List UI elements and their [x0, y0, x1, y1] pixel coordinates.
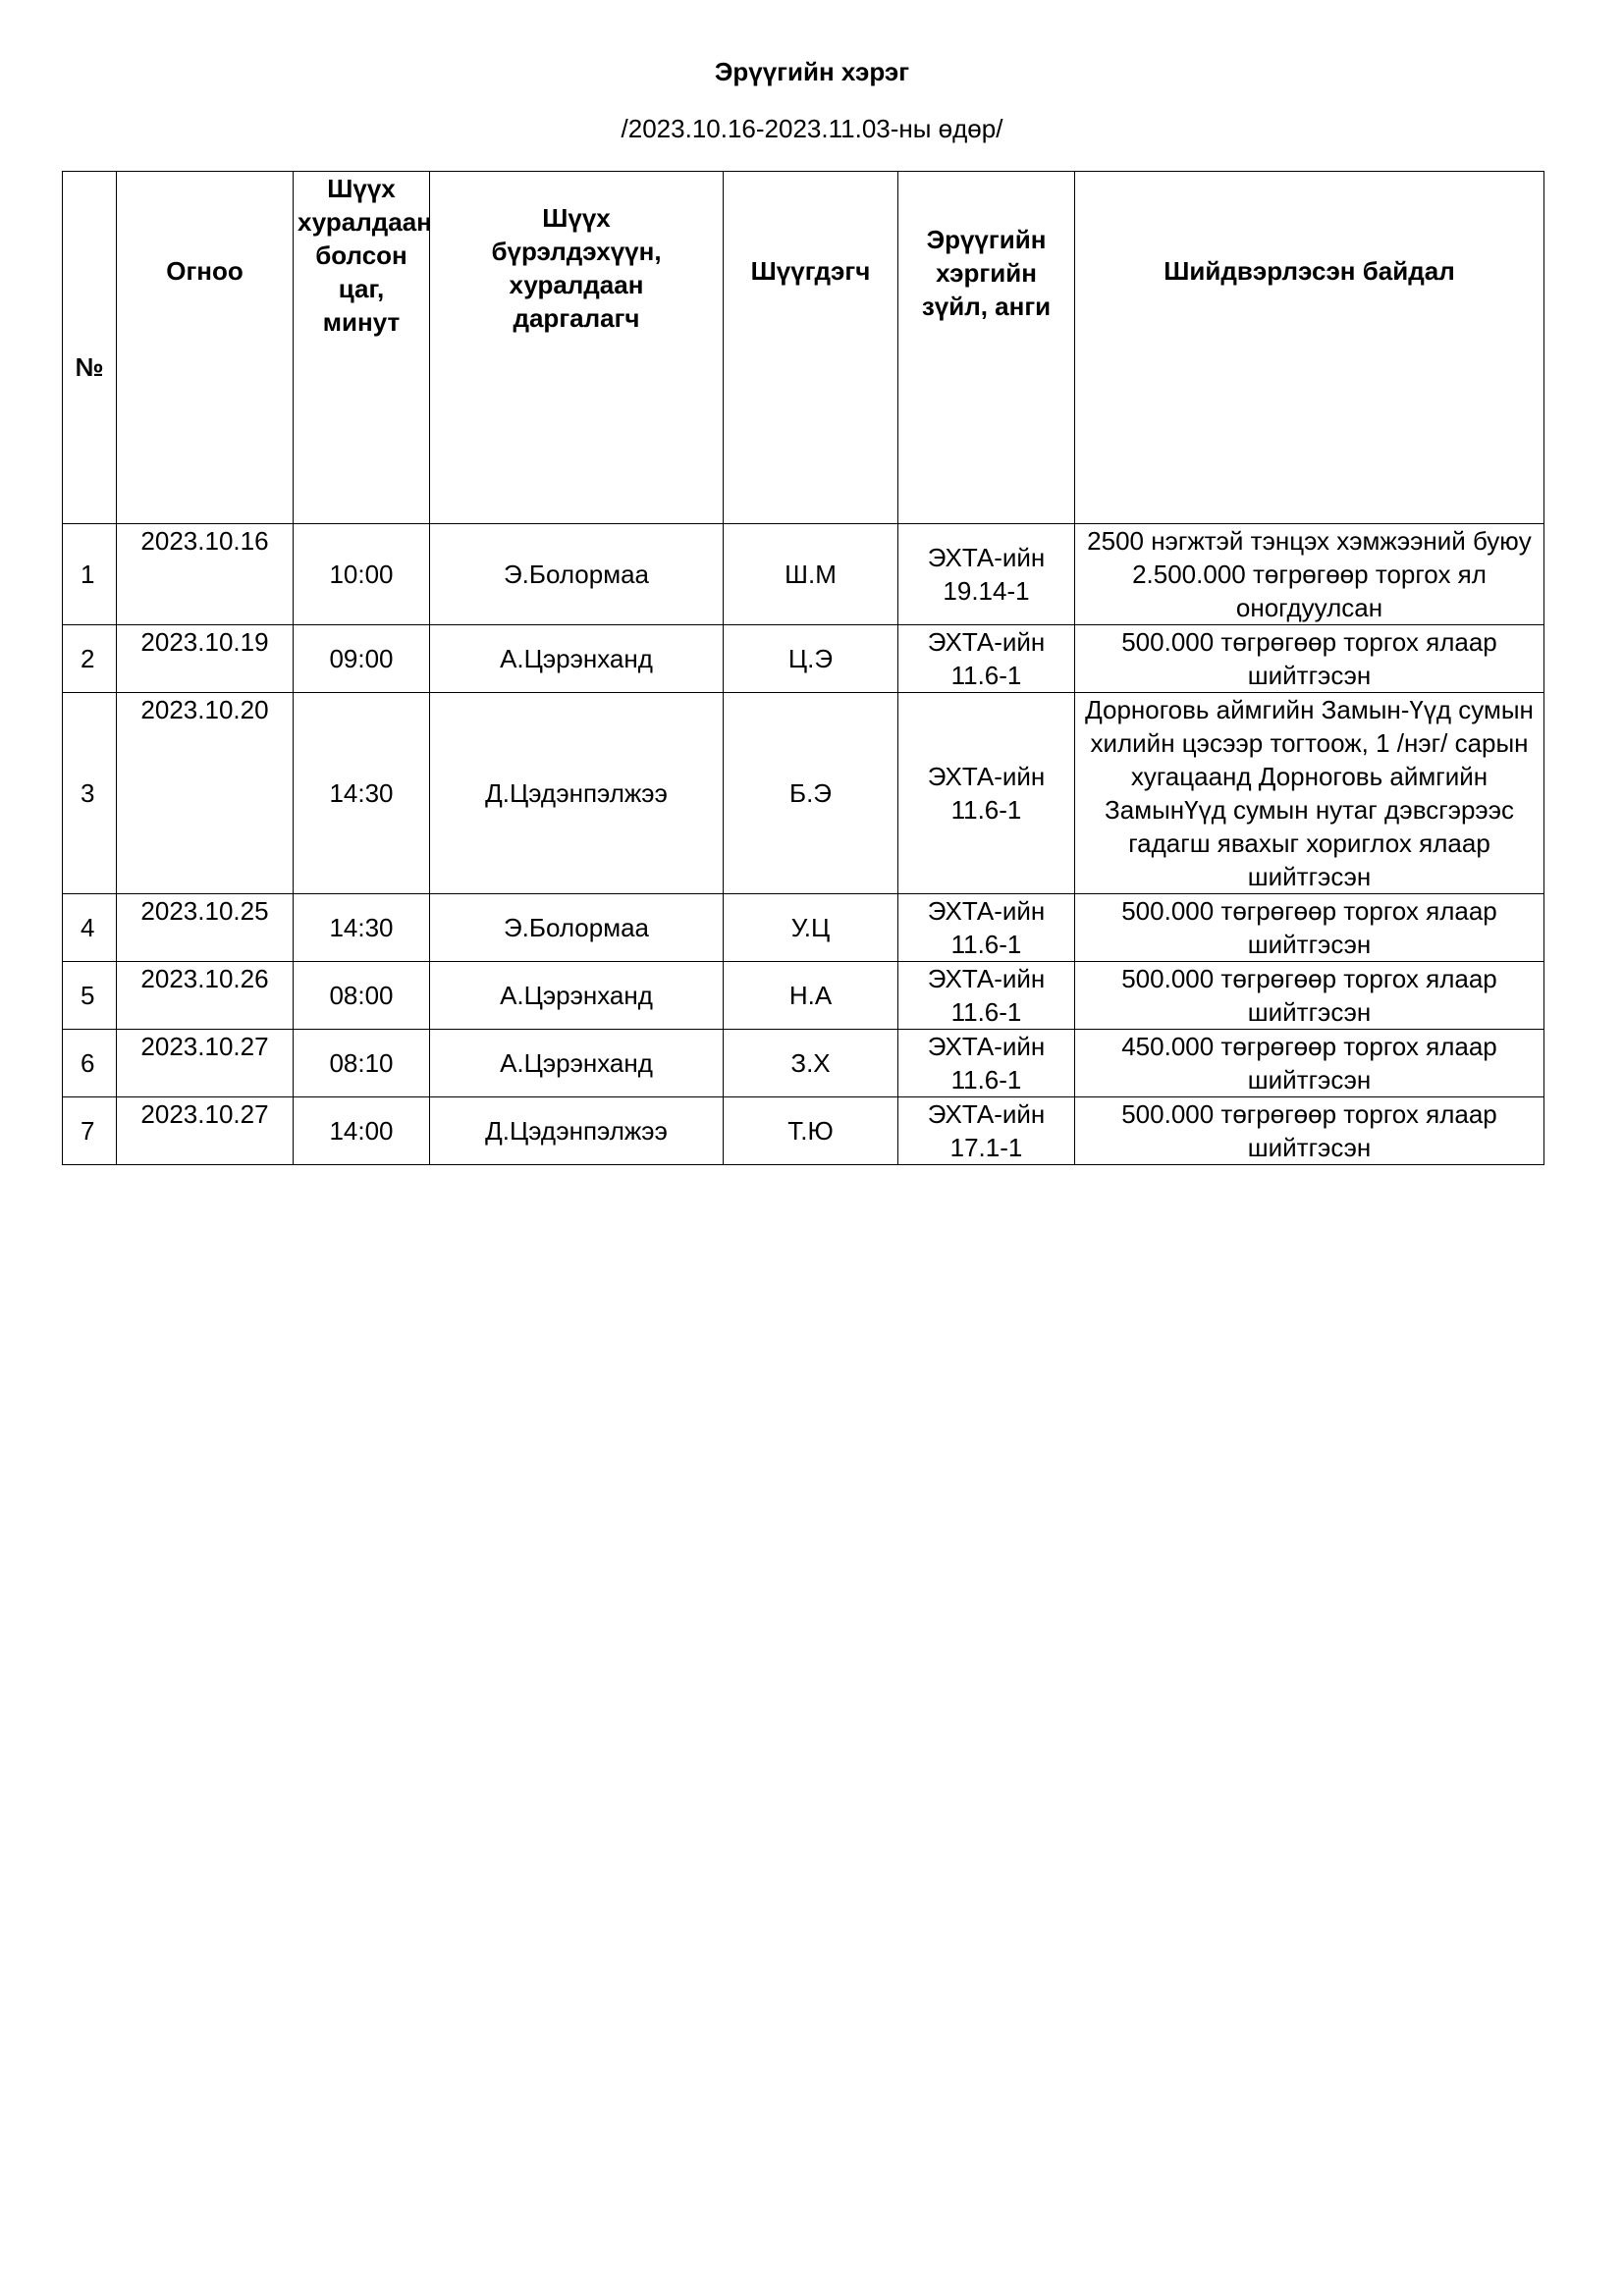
cell-date: 2023.10.16 [117, 524, 294, 625]
cell-time: 08:10 [294, 1030, 430, 1097]
header-row [63, 172, 1544, 524]
cell-date: 2023.10.27 [117, 1030, 294, 1097]
cell-decision: 450.000 төгрөгөөр торгох ялаар шийтгэсэн [1075, 1030, 1544, 1097]
cell-defendant: Н.А [724, 962, 898, 1030]
table-row [63, 693, 1544, 894]
cell-decision: 500.000 төгрөгөөр торгох ялаар шийтгэсэн [1075, 625, 1544, 693]
table-row [63, 524, 1544, 625]
cell-defendant: З.Х [724, 1030, 898, 1097]
cell-date: 2023.10.25 [117, 894, 294, 962]
cell-category: ЭХТА-ийн 11.6-1 [898, 894, 1075, 962]
cell-category: ЭХТА-ийн 11.6-1 [898, 625, 1075, 693]
cell-category: ЭХТА-ийн 11.6-1 [898, 693, 1075, 894]
cell-defendant: Б.Э [724, 693, 898, 894]
cell-judge: А.Цэрэнханд [430, 625, 724, 693]
cell-judge: А.Цэрэнханд [430, 1030, 724, 1097]
header-no: № [63, 172, 117, 524]
cell-no: 5 [63, 962, 117, 1030]
header-decision: Шийдвэрлэсэн байдал [1075, 172, 1544, 524]
cell-date: 2023.10.27 [117, 1097, 294, 1165]
table-row [63, 1097, 1544, 1165]
cell-time: 10:00 [294, 524, 430, 625]
cell-no: 2 [63, 625, 117, 693]
cell-date: 2023.10.26 [117, 962, 294, 1030]
cell-no: 4 [63, 894, 117, 962]
cell-defendant: Ц.Э [724, 625, 898, 693]
cell-decision: 500.000 төгрөгөөр торгох ялаар шийтгэсэн [1075, 1097, 1544, 1165]
document-period: /2023.10.16-2023.11.03-ны өдөр/ [621, 114, 1003, 143]
cell-decision: 2500 нэгжтэй тэнцэх хэмжээний буюу 2.500.000 төгрөгөөр торгох ял оногдуулсан [1075, 524, 1544, 625]
cell-category: ЭХТА-ийн 17.1-1 [898, 1097, 1075, 1165]
table-row [63, 625, 1544, 693]
cell-no: 6 [63, 1030, 117, 1097]
cell-decision: 500.000 төгрөгөөр торгох ялаар шийтгэсэн [1075, 894, 1544, 962]
cell-no: 7 [63, 1097, 117, 1165]
cell-decision: Дорноговь аймгийн Замын-Үүд сумын хилийн цэсээр тогтоож, 1 /нэг/ сарын хугацаанд Дорноговь аймгийн ЗамынҮүд сумын нутаг дэвсгэрээс гадагш явахыг хориглох ялаар шийтгэсэн [1075, 693, 1544, 894]
document-title: Эрүүгийн хэрэг [714, 57, 910, 86]
header-date: Огноо [117, 172, 294, 524]
table-header [63, 172, 1544, 524]
cell-date: 2023.10.19 [117, 625, 294, 693]
cell-judge: Д.Цэдэнпэлжээ [430, 693, 724, 894]
header-judge: Шүүх бүрэлдэхүүн, хуралдаан даргалагч [430, 172, 724, 524]
table-row [63, 1030, 1544, 1097]
cell-date: 2023.10.20 [117, 693, 294, 894]
cell-category: ЭХТА-ийн 11.6-1 [898, 1030, 1075, 1097]
cell-time: 14:00 [294, 1097, 430, 1165]
cell-category: ЭХТА-ийн 11.6-1 [898, 962, 1075, 1030]
table-body [63, 524, 1544, 1165]
cell-time: 09:00 [294, 625, 430, 693]
header-defendant: Шүүгдэгч [724, 172, 898, 524]
header-category: Эрүүгийн хэргийн зүйл, анги [898, 172, 1075, 524]
cell-judge: Э.Болормаа [430, 524, 724, 625]
cell-judge: А.Цэрэнханд [430, 962, 724, 1030]
cell-defendant: Ш.М [724, 524, 898, 625]
table-row [63, 962, 1544, 1030]
cell-judge: Э.Болормаа [430, 894, 724, 962]
cell-category: ЭХТА-ийн 19.14-1 [898, 524, 1075, 625]
cell-no: 1 [63, 524, 117, 625]
cell-no: 3 [63, 693, 117, 894]
cell-time: 08:00 [294, 962, 430, 1030]
cell-time: 14:30 [294, 894, 430, 962]
cell-decision: 500.000 төгрөгөөр торгох ялаар шийтгэсэн [1075, 962, 1544, 1030]
header-time: Шүүх хуралдаан болсон цаг, минут [294, 172, 430, 524]
cell-defendant: Т.Ю [724, 1097, 898, 1165]
cell-defendant: У.Ц [724, 894, 898, 962]
table-row [63, 894, 1544, 962]
cell-time: 14:30 [294, 693, 430, 894]
criminal-cases-table [62, 171, 1544, 1165]
cell-judge: Д.Цэдэнпэлжээ [430, 1097, 724, 1165]
